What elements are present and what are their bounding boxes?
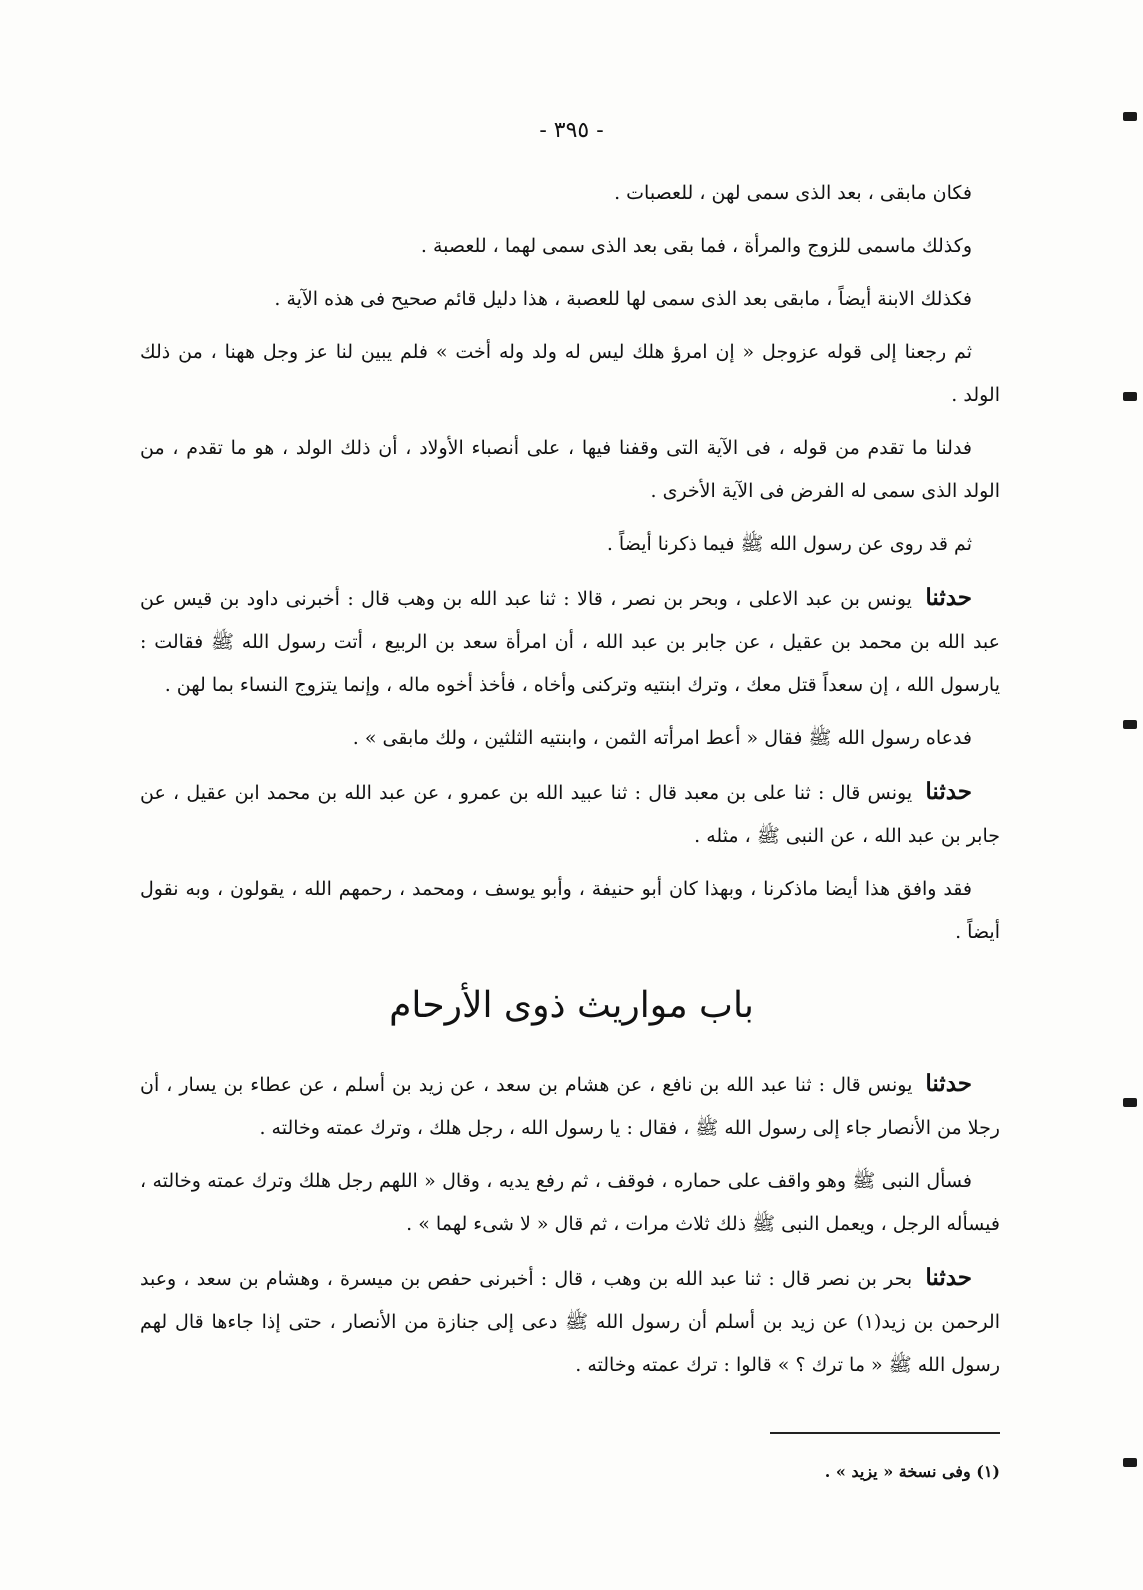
paragraph: فقد وافق هذا أيضا ماذكرنا ، وبهذا كان أبو حنيفة ، وأبو يوسف ، ومحمد ، رحمهم الله ، يقولون ، وبه نقول أيضاً . — [140, 878, 1000, 943]
paragraph: فسأل النبى ﷺ وهو واقف على حماره ، فوقف ، ثم رفع يديه ، وقال « اللهم رجل هلك وترك عمته وخالته ، فيسأله الرجل ، ويعمل النبى ﷺ ذلك ثلاث مرات ، ثم قال « لا شىء لهما » . — [140, 1170, 1000, 1235]
hadith-text: يونس قال : ثنا عبد الله بن نافع ، عن هشام بن سعد ، عن زيد بن أسلم ، عن عطاء بن يسار ، أن رجلا من الأنصار جاء إلى رسول الله ﷺ ، فقال : يا رسول الله ، رجل هلك ، وترك عمته وخالته . — [140, 1074, 1000, 1139]
section-lower — [140, 1062, 1000, 1397]
hadith-paragraph — [140, 576, 1000, 707]
section-upper — [140, 172, 1000, 964]
hadith-paragraph — [140, 1256, 1000, 1387]
footnote-divider — [770, 1432, 1000, 1434]
paragraph: ثم قد روى عن رسول الله ﷺ فيما ذكرنا أيضاً . — [606, 533, 972, 555]
hadith-text: بحر بن نصر قال : ثنا عبد الله بن وهب ، قال : أخبرنى حفص بن ميسرة ، وهشام بن سعد ، وعبد الرحمن بن زيد(١) عن زيد بن أسلم أن رسول الله ﷺ دعى إلى جنازة من الأنصار ، حتى إذا جاءها قال لهم رسول الله ﷺ « ما ترك ؟ » قالوا : ترك عمته وخالته . — [140, 1268, 1000, 1376]
paragraph: وكذلك ماسمى للزوج والمرأة ، فما بقى بعد الذى سمى لهما ، للعصبة . — [420, 235, 972, 257]
margin-mark — [1123, 112, 1137, 121]
hadith-paragraph — [140, 1062, 1000, 1150]
chapter-title: باب مواريث ذوى الأرحام — [389, 985, 754, 1026]
margin-mark — [1123, 1098, 1137, 1107]
footnote: (١) وفى نسخة « يزيد » . — [824, 1462, 1000, 1481]
paragraph: فدعاه رسول الله ﷺ فقال « أعط امرأته الثمن ، وابنتيه الثلثين ، ولك مابقى » . — [352, 727, 972, 749]
margin-mark — [1123, 1458, 1137, 1467]
paragraph: فكذلك الابنة أيضاً ، مابقى بعد الذى سمى لها للعصبة ، هذا دليل قائم صحيح فى هذه الآية . — [274, 288, 972, 310]
hadith-marker: حدثنا — [925, 1070, 972, 1097]
margin-mark — [1123, 392, 1137, 401]
paragraph: فدلنا ما تقدم من قوله ، فى الآية التى وقفنا فيها ، على أنصباء الأولاد ، أن ذلك الولد ، هو ما تقدم ، من الولد الذى سمى له الفرض فى الآية الأخرى . — [140, 437, 1000, 502]
hadith-marker: حدثنا — [925, 1264, 973, 1291]
hadith-marker: حدثنا — [925, 584, 973, 611]
margin-mark — [1123, 720, 1137, 729]
hadith-paragraph — [140, 770, 1000, 858]
hadith-text: يونس بن عبد الاعلى ، وبحر بن نصر ، قالا : ثنا عبد الله بن وهب قال : أخبرنى داود بن قيس عن عبد الله بن محمد بن عقيل ، عن جابر بن عبد الله ، أن امرأة سعد بن الربيع ، أتت رسول الله ﷺ فقالت : يارسول الله ، إن سعداً قتل معك ، وترك ابنتيه وتركنى وأخاه ، فأخذ أخوه ماله ، وإنما يتزوج النساء بما لهن . — [140, 588, 1000, 696]
hadith-text: يونس قال : ثنا على بن معبد قال : ثنا عبيد الله بن عمرو ، عن عبد الله بن محمد ابن عقيل ، عن جابر بن عبد الله ، عن النبى ﷺ ، مثله . — [140, 782, 1000, 847]
paragraph: ثم رجعنا إلى قوله عزوجل « إن امرؤ هلك ليس له ولد وله أخت » فلم يبين لنا عز وجل ههنا ، من ذلك الولد . — [140, 341, 1000, 406]
page-number: - ٣٩٥ - — [539, 118, 604, 143]
paragraph: فكان مابقى ، بعد الذى سمى لهن ، للعصبات . — [614, 182, 972, 204]
hadith-marker: حدثنا — [925, 778, 973, 805]
